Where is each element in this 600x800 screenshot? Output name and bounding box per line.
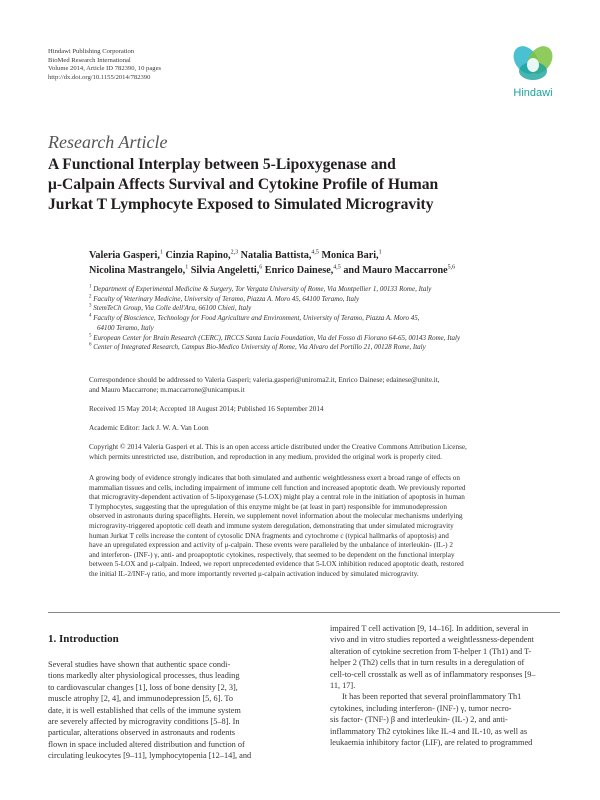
copyright-notice (89, 443, 559, 462)
body-line: helper 2 (Th2) cells that in turn results in a deregulation of (330, 658, 525, 668)
author-name: and Mauro Maccarrone (340, 265, 448, 276)
body-line: date, it is well established that cells of the immune system (48, 705, 241, 715)
author-name: Nicolina Mastrangelo, (89, 265, 186, 276)
body-line: inflammatory Th2 cytokines like IL-4 and IL-10, as well as (330, 726, 528, 736)
abstract-line: and interferon- (INF-) γ, anti- and proapoptotic cytokines, respectively, that seemed to be dependent on the functional interplay (89, 550, 455, 559)
author-line (89, 263, 569, 278)
body-line: vivo and in vitro studies reported a weightlessness-dependent (330, 635, 534, 645)
title-line: Jurkat T Lymphocyte Exposed to Simulated Microgravity (48, 196, 434, 213)
article-dates: Received 15 May 2014; Accepted 18 August 2014; Published 16 September 2014 (89, 405, 324, 413)
author-affil-ref: 1 (159, 249, 163, 256)
author-line (89, 248, 569, 263)
article-type: Research Article (48, 132, 168, 152)
author-affil-ref: 6 (259, 264, 263, 271)
affiliation-item: $^2$ Faculty of Veterinary Medicine, University of Teramo, Piazza A. Moro 45, 64100 Teramo, Italy (89, 294, 360, 303)
abstract (89, 474, 559, 580)
journal-doi-link[interactable]: http://dx.doi.org/10.1155/2014/782390 (48, 73, 151, 81)
title-line: μ-Calpain Affects Survival and Cytokine Profile of Human (48, 176, 439, 193)
journal-publisher: Hindawi Publishing Corporation (48, 48, 135, 55)
journal-volume: Volume 2014, Article ID 782390, 10 pages (48, 65, 162, 73)
author-name: Monica Bari, (318, 250, 379, 261)
author-affil-ref: 1 (185, 264, 189, 271)
body-line: cytokines, including interferon- (INF-) γ, tumor necro- (330, 703, 512, 713)
hindawi-logo-text: Hindawi (513, 87, 553, 99)
author-name: Cinzia Rapino, (162, 250, 231, 261)
body-line: to cardiovascular changes [1], loss of bone density [2, 3], (48, 682, 238, 692)
journal-name: BioMed Research International (48, 56, 131, 64)
body-line: cell-to-cell crosstalk as well as of inflammatory responses [9– (330, 669, 536, 679)
article-title (48, 155, 568, 215)
abstract-line: have an upregulated expression and activity of μ-calpain. These events were paralleled by the unbalance of interleukin- (IL-) 2 (89, 541, 453, 550)
body-line: muscle atrophy [2, 4], and immunodepression [5, 6]. To (48, 694, 233, 704)
affiliation-item: $^4$ Faculty of Bioscience, Technology for Food Agriculture and Environment, University of Teramo, Piazza A. Moro 45, (89, 313, 420, 323)
intro-right-column (330, 623, 560, 748)
section-heading: 1. Introduction (48, 633, 119, 645)
affiliation-item: $^6$ Center of Integrated Research, Campus Bio-Medico University of Rome, Via Alvaro del Portillo 21, 00128 Rome, Italy (89, 342, 426, 352)
abstract-line: microgravity-triggered apoptotic cell death and immune system deregulation, demonstrating that under simulated microgravity (89, 521, 454, 530)
body-line: Several studies have shown that authentic space condi- (48, 660, 231, 669)
correspondence (89, 376, 559, 395)
academic-editor: Academic Editor: Jack J. W. A. Van Loon (89, 424, 209, 432)
abstract-line: between 5-LOX and μ-calpain. Indeed, we report unprecedented evidence that 5-LOX inhibition reduced apoptotic death, restored (89, 560, 464, 569)
body-line: It has been reported that several proinflammatory Th1 (342, 692, 522, 702)
body-line: sis factor- (TNF-) β and interleukin- (IL-) 2, and anti- (330, 715, 508, 725)
body-line: tions markedly alter physiological processes, thus leading (48, 671, 240, 681)
abstract-line: mammalian tissues and cells, including impairment of immune cell function and increased apoptotic death. We previously reported (89, 483, 466, 492)
copyright-line: which permits unrestricted use, distribution, and reproduction in any medium, provided the original work is properly cited. (89, 452, 442, 461)
author-name: Silvia Angeletti, (188, 265, 260, 276)
author-affil-ref: 4,5 (311, 249, 319, 256)
abstract-line: the initial IL-2/INF-γ ratio, and more importantly reverted μ-calpain activation induced by simulated microgravity. (89, 569, 419, 578)
copyright-line: Copyright © 2014 Valeria Gasperi et al. This is an open access article distributed under the Creative Commons Attribution License, (89, 443, 467, 451)
body-line: particular, alterations observed in astronauts and rodents (48, 728, 235, 738)
author-name: Valeria Gasperi, (89, 250, 160, 261)
body-line: are severely affected by microgravity conditions [5–8]. In (48, 717, 240, 727)
affiliation-item: $^3$ StemTeCh Group, Via Colle dell'Ara, 66100 Chieti, Italy (89, 304, 252, 313)
abstract-line: human Jurkat T cells increase the content of cytosolic DNA fragments and cytochrome c (typical hallmarks of apoptosis) and (89, 531, 449, 540)
affiliations (89, 285, 569, 353)
author-affil-ref: 5,6 (447, 264, 456, 271)
affiliation-item: $^1$ Department of Experimental Medicine & Surgery, Tor Vergata University of Rome, Via Montpellier 1, 00133 Rome, Italy (89, 284, 432, 293)
body-line: alteration of cytokine secretion from T-helper 1 (Th1) and T- (330, 646, 532, 656)
body-line: 11, 17]. (330, 681, 356, 691)
body-line: leukaemia inhibitory factor (LIF), are related to programmed (330, 738, 533, 748)
correspondence-line: Correspondence should be addressed to Valeria Gasperi; valeria.gasperi@uniroma2.it, Enrico Dainese; edainese@unite.it, (89, 376, 440, 384)
body-line: impaired T cell activation [9, 14–16]. In addition, several in (330, 624, 529, 633)
correspondence-line: and Mauro Maccarrone; m.maccarrone@unicampus.it (89, 385, 245, 394)
section-divider (48, 612, 560, 613)
abstract-line: that microgravity-dependent activation of 5-lipoxygenase (5-LOX) might play a central role in the initiation of apoptosis in human (89, 493, 465, 502)
author-affil-ref: 1 (378, 249, 382, 256)
hindawi-logo-icon (505, 43, 561, 87)
author-affil-ref: 4,5 (333, 264, 341, 271)
author-list (89, 248, 569, 278)
affiliation-continued: 64100 Teramo, Italy (97, 323, 154, 332)
body-line: flown in space included altered distribution and function of (48, 739, 245, 749)
abstract-line: T lymphocytes, suggesting that the upregulation of this enzyme might be (at least in part) responsible for immunodepression (89, 502, 447, 511)
hindawi-logo (505, 43, 561, 105)
intro-left-column (48, 659, 278, 762)
title-line: A Functional Interplay between 5-Lipoxygenase and (48, 156, 396, 173)
affiliation-item: $^5$ European Center for Brain Research (CERC), IRCCS Santa Lucia Foundation, Via del Fosso di Fiorano 64-65, 00143 Rome, Italy (89, 333, 461, 342)
author-name: Enrico Dainese, (262, 265, 334, 276)
author-affil-ref: 2,3 (230, 249, 239, 256)
body-line: circulating leukocytes [9–11], lymphocytopenia [12–14], and (48, 751, 252, 761)
author-name: Natalia Battista, (238, 250, 312, 261)
abstract-line: A growing body of evidence strongly indicates that both simulated and authentic weightlessness exert a broad range of effects on (89, 474, 460, 482)
abstract-line: observed in astronauts during spaceflights. Herein, we supplement novel information about the molecular mechanisms underlying (89, 512, 463, 521)
journal-info (48, 48, 348, 82)
